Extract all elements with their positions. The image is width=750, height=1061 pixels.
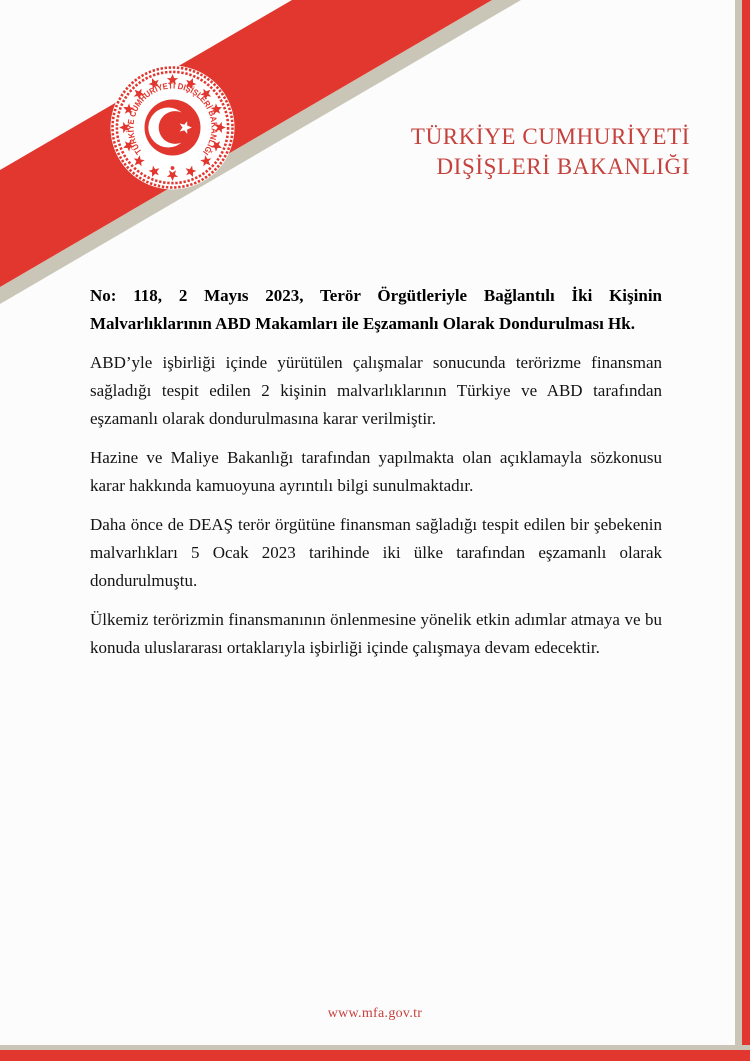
seal-circular-text: TÜRKİYE CUMHURİYETİ DIŞİŞLERİ BAKANLIĞI (125, 80, 220, 158)
crescent-and-star-icon (145, 100, 201, 156)
body-paragraph: ABD’yle işbirliği içinde yürütülen çalışmalar sonucunda terörizme finansman sağladığı tespit edilen 2 kişinin malvarlıklarının Türkiye ve ABD tarafından eşzamanlı olarak dondurulmasına karar verilmiştir. (90, 353, 662, 428)
body-paragraph: Ülkemiz terörizmin finansmanının önlenmesine yönelik etkin adımlar atmaya ve bu konuda uluslararası ortaklarıyla işbirliği içinde çalışmaya devam edecektir. (90, 610, 662, 657)
body-paragraph: Hazine ve Maliye Bakanlığı tarafından yapılmakta olan açıklamayla sözkonusu karar hakkında kamuoyuna ayrıntılı bilgi sunulmaktadır. (90, 448, 662, 495)
seal-separator-dot (171, 166, 175, 170)
document-headline: No: 118, 2 Mayıs 2023, Terör Örgütleriyle Bağlantılı İki Kişinin Malvarlıklarının ABD Makamları ile Eşzamanlı Olarak Dondurulması Hk. (90, 286, 662, 333)
ministry-title-line1: TÜRKİYE CUMHURİYETİ (410, 124, 690, 149)
ministry-title (411, 122, 690, 182)
ministry-seal (110, 65, 235, 190)
bottom-edge-red-bar (0, 1050, 750, 1061)
right-edge-red-stripe (742, 0, 750, 1061)
right-edge-gray-stripe (735, 0, 742, 1061)
ministry-title-line2: DIŞİŞLERİ BAKANLIĞI (436, 154, 690, 179)
body-paragraph: Daha önce de DEAŞ terör örgütüne finansman sağladığı tespit edilen bir şebekenin malvarlıkları 5 Ocak 2023 tarihinde iki ülke tarafından eşzamanlı olarak dondurulmuştu. (90, 515, 662, 590)
footer-website: www.mfa.gov.tr (327, 1006, 423, 1021)
press-release-body (90, 282, 662, 673)
